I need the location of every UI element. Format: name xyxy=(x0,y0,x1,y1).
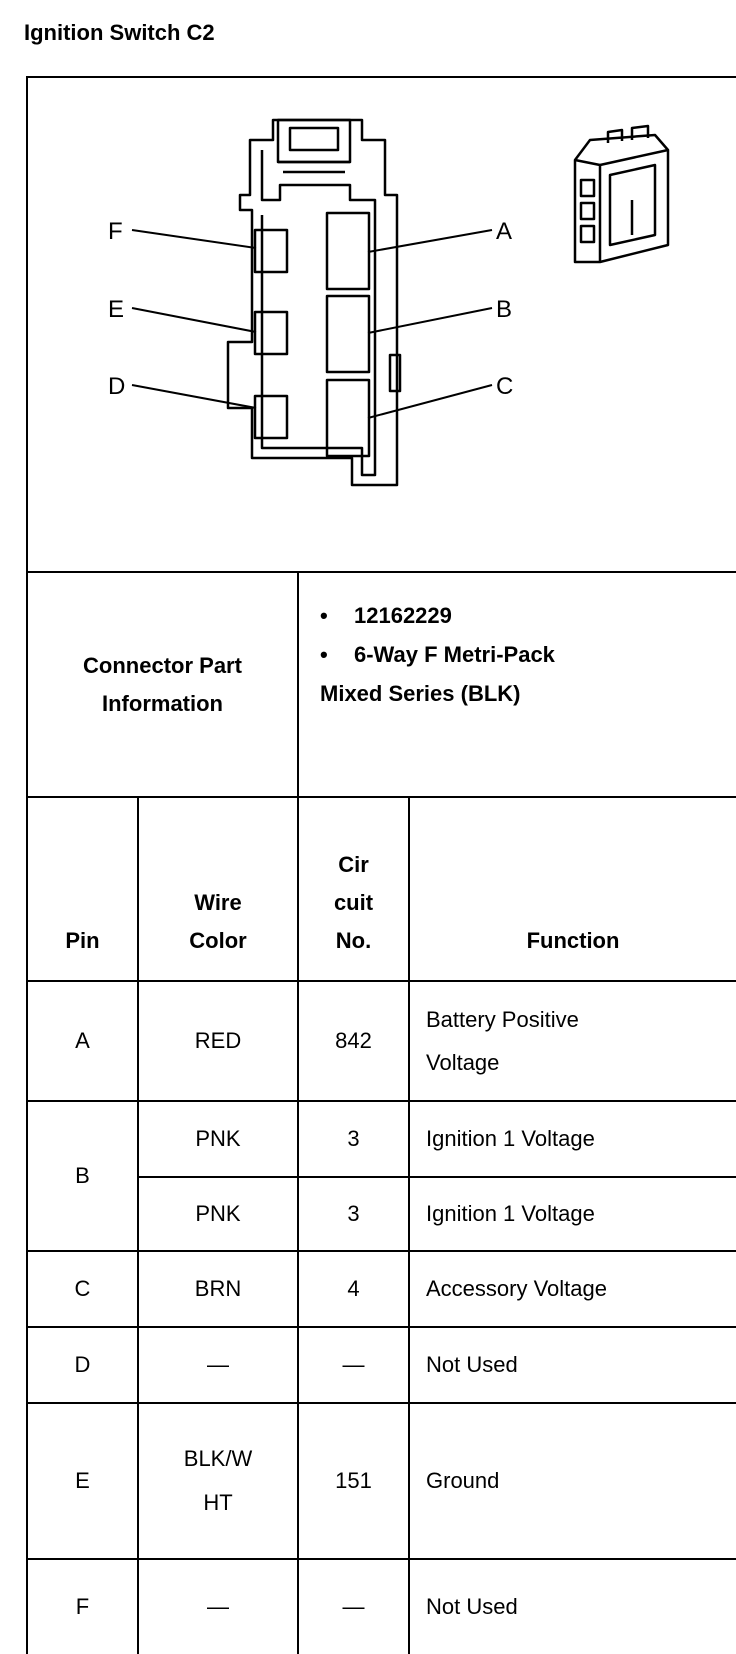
connector-3d-view xyxy=(575,126,668,262)
table-cell-circuit: 4 xyxy=(347,1276,360,1301)
function-line-2: Voltage xyxy=(426,1050,500,1075)
part-number: 12162229 xyxy=(354,603,452,628)
cavity-a xyxy=(327,213,369,289)
leader-line-f xyxy=(132,230,256,248)
connector-body-outline xyxy=(228,120,397,485)
cavity-d xyxy=(255,396,287,438)
page-title: Ignition Switch C2 xyxy=(24,20,215,45)
header-circuit-no xyxy=(299,846,408,960)
table-cell-wire-color: — xyxy=(207,1352,229,1377)
header-wire-color-line-2: Color xyxy=(189,928,247,953)
leader-line-a xyxy=(368,230,492,252)
description-line-1: 6-Way F Metri-Pack xyxy=(354,642,555,667)
table-cell-function: Accessory Voltage xyxy=(426,1276,607,1301)
cavity-f xyxy=(255,230,287,272)
connector-info-label-text: Connector Part Information xyxy=(83,652,242,716)
cavity-b xyxy=(327,296,369,372)
table-cell-wire-color: BRN xyxy=(194,1276,242,1301)
leader-line-b xyxy=(368,308,492,333)
divider xyxy=(26,796,736,798)
pin-label-b: B xyxy=(496,296,513,323)
table-cell-pin: D xyxy=(74,1352,91,1377)
header-circuit-line-2: cuit xyxy=(333,890,374,915)
table-cell-pin: B xyxy=(75,1163,90,1188)
leader-line-e xyxy=(132,308,256,332)
pin-label-c: C xyxy=(496,373,514,400)
table-cell-function: Ground xyxy=(426,1468,500,1493)
table-cell-wire-color: PNK xyxy=(195,1126,241,1151)
leader-line-d xyxy=(132,385,256,408)
table-cell-function: Ignition 1 Voltage xyxy=(426,1201,595,1226)
table-cell-wire-color: RED xyxy=(194,1028,242,1053)
table-cell-circuit: 3 xyxy=(347,1201,360,1226)
table-cell-circuit: — xyxy=(342,1594,365,1619)
pin-label-d: D xyxy=(108,373,126,400)
table-cell-function: Ignition 1 Voltage xyxy=(426,1126,595,1151)
table-cell-circuit: 3 xyxy=(347,1126,360,1151)
table-cell-circuit: — xyxy=(342,1352,365,1377)
connector-info-details xyxy=(320,596,555,713)
header-wire-color-line-1: Wire xyxy=(194,890,242,915)
table-cell-pin: E xyxy=(75,1468,90,1493)
bullet-icon: • xyxy=(320,642,328,667)
header-circuit-line-1: Cir xyxy=(338,852,369,877)
leader-line-c xyxy=(368,385,492,418)
function-line-1: Battery Positive xyxy=(426,1007,579,1032)
table-cell-wire-color: PNK xyxy=(195,1201,241,1226)
connector-diagram xyxy=(0,0,736,571)
pin-label-f: F xyxy=(108,218,123,245)
connector-latch-tab xyxy=(290,128,338,150)
header-circuit-line-3: No. xyxy=(335,928,372,953)
table-cell-function: Not Used xyxy=(426,1594,518,1619)
table-cell-wire-color xyxy=(139,1404,297,1558)
connector-side-rib xyxy=(390,355,400,391)
bullet-icon: • xyxy=(320,603,328,628)
table-cell-function xyxy=(426,982,726,1100)
table-cell-pin: C xyxy=(74,1276,91,1301)
connector-info-label xyxy=(28,573,297,796)
cavity-e xyxy=(255,312,287,354)
table-cell-function: Not Used xyxy=(426,1352,518,1377)
cavity-c xyxy=(327,380,369,456)
table-cell-circuit: 842 xyxy=(335,1028,372,1053)
table-cell-wire-color: — xyxy=(207,1594,229,1619)
description-line-2: Mixed Series (BLK) xyxy=(320,681,521,706)
pin-label-e: E xyxy=(108,296,125,323)
table-cell-pin: A xyxy=(75,1028,90,1053)
header-pin: Pin xyxy=(65,928,100,953)
wire-color-line-1: BLK/W xyxy=(183,1446,253,1471)
table-cell-pin: F xyxy=(75,1594,90,1619)
pin-label-a: A xyxy=(496,218,513,245)
wire-color-line-2: HT xyxy=(203,1490,233,1515)
table-cell-circuit: 151 xyxy=(335,1468,372,1493)
header-wire-color xyxy=(139,884,297,960)
header-function: Function xyxy=(526,928,620,953)
